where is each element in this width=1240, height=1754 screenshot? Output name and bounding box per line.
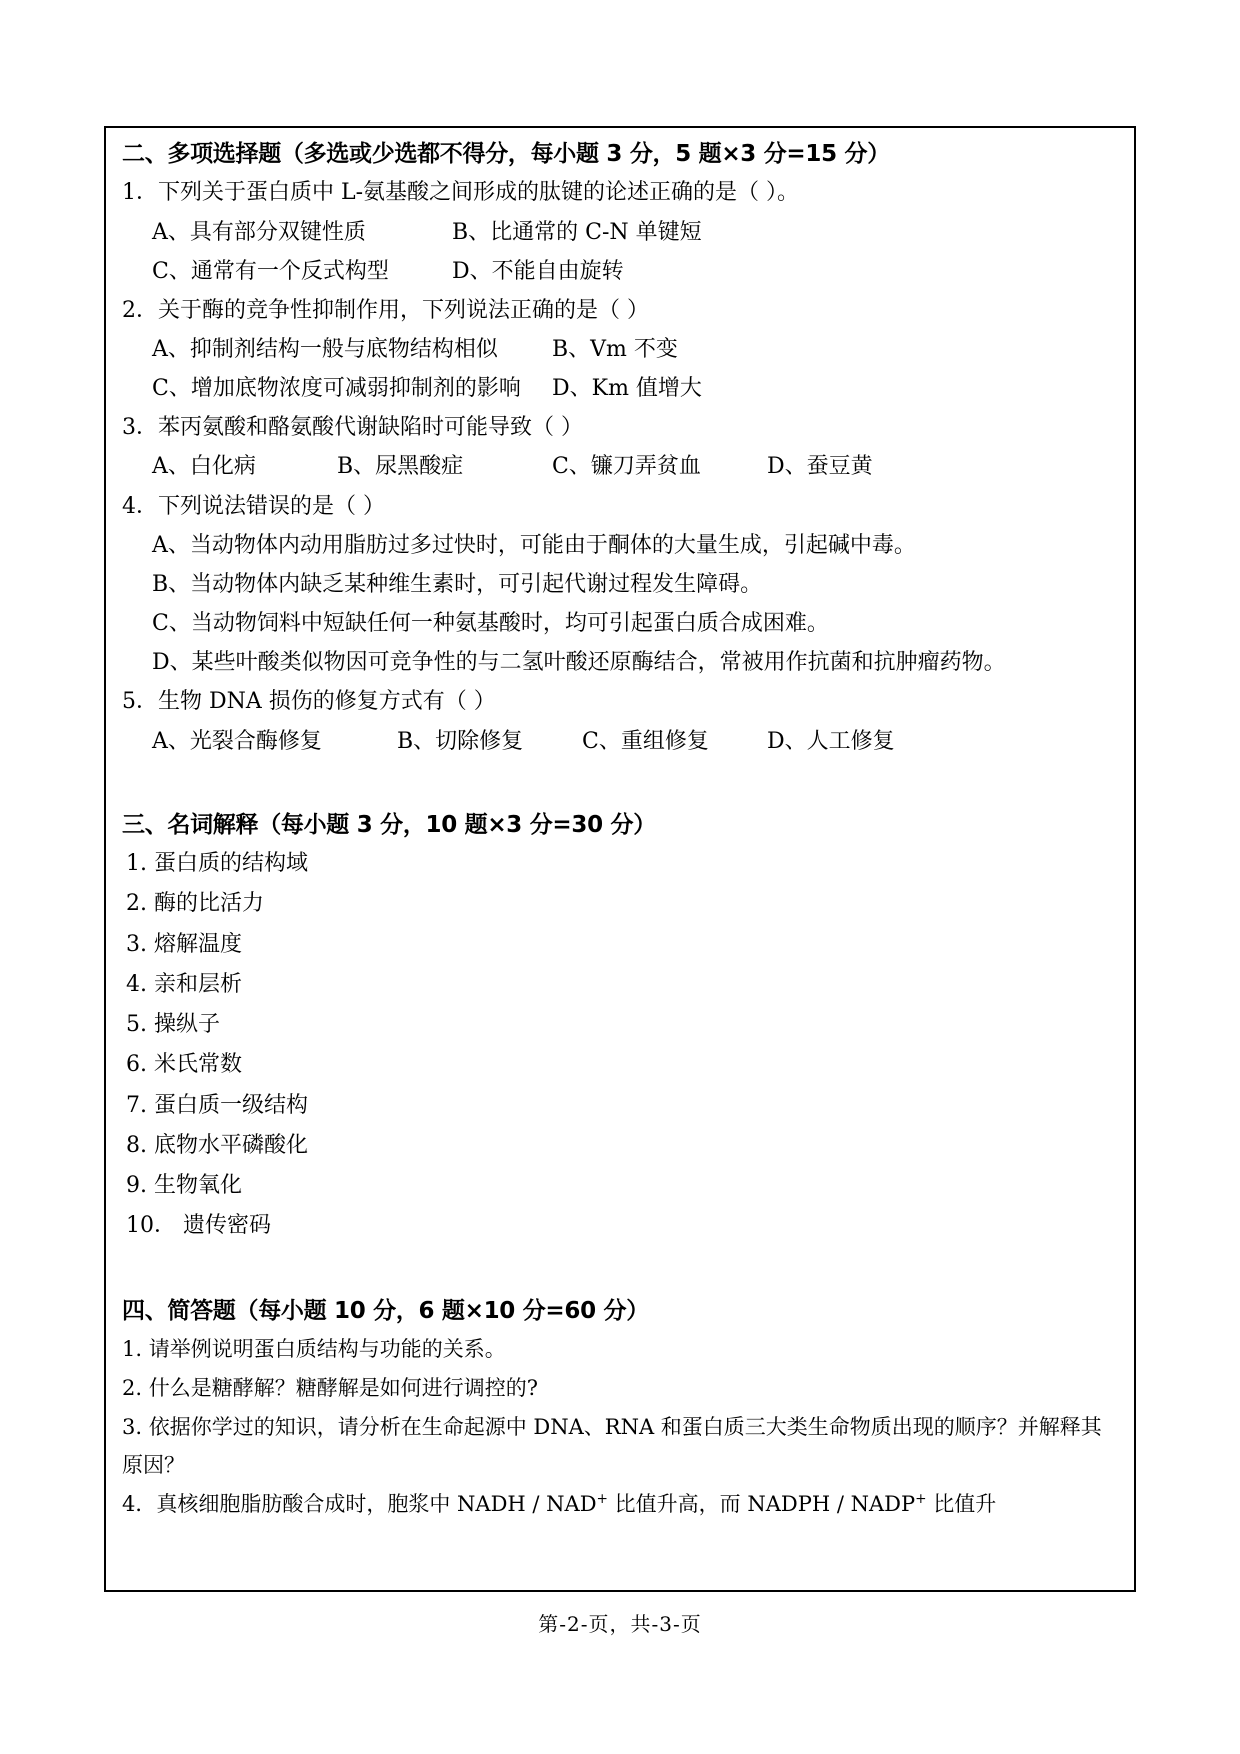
option-c[interactable]: C、镰刀弄贫血 [552,454,701,480]
option-a[interactable]: A、具有部分双键性质 [152,219,366,245]
section-spacer [122,761,1120,809]
short-answer-item: 1. 请举例说明蛋白质结构与功能的关系。 [122,1336,506,1361]
option-c[interactable]: C、通常有一个反式构型 [152,258,389,284]
option-d[interactable]: D、某些叶酸类似物因可竞争性的与二氢叶酸还原酶结合，常被用作抗菌和抗肿瘤药物。 [152,650,1006,676]
option-d[interactable]: D、Km 值增大 [552,376,702,402]
question-stem [122,487,1120,526]
question-number: 3． [122,415,158,441]
option-c[interactable]: C、当动物饲料中短缺任何一种氨基酸时，均可引起蛋白质合成困难。 [152,611,829,637]
option-d[interactable]: D、人工修复 [767,728,895,754]
option-d[interactable]: D、不能自由旋转 [452,258,624,284]
section-spacer [122,1247,1120,1295]
term-item: 4. 亲和层析 [126,971,242,997]
question-stem [122,408,1120,447]
term-item: 3. 熔解温度 [126,931,242,957]
term-item: 6. 米氏常数 [126,1052,242,1078]
short-answer-item: 2. 什么是糖酵解？糖酵解是如何进行调控的? [122,1375,538,1400]
short-answer-text-part3: 比值升 [926,1492,997,1517]
question-number: 1． [122,180,158,206]
short-answer-item-4 [122,1485,1120,1524]
question-number: 5． [122,689,158,715]
option-row [122,369,1120,408]
question-text: 生物 DNA 损伤的修复方式有（ ） [158,689,496,715]
short-answer-text-part2: 比值升高，而 NADPH / NADP [607,1492,916,1517]
term-item: 2. 酶的比活力 [126,891,264,917]
option-a[interactable]: A、抑制剂结构一般与底物结构相似 [152,336,498,362]
term-item: 9. 生物氧化 [126,1173,242,1199]
option-row [122,252,1120,291]
option-a[interactable]: A、光裂合酶修复 [152,728,322,754]
page-footer: 第-2-页，共-3-页 [538,1612,702,1636]
question-stem [122,291,1120,330]
section-two-heading: 二、多项选择题（多选或少选都不得分，每小题 3 分，5 题×3 分=15 分） [122,141,890,167]
question-text: 苯丙氨酸和酪氨酸代谢缺陷时可能导致（ ） [158,415,583,441]
option-b[interactable]: B、比通常的 C-N 单键短 [452,219,702,245]
term-item: 1. 蛋白质的结构域 [126,851,308,877]
option-d[interactable]: D、蚕豆黄 [767,454,873,480]
question-stem [122,173,1120,212]
option-row [122,447,1120,486]
question-text: 下列说法错误的是（ ） [158,493,385,519]
superscript-plus: + [915,1491,927,1508]
question-text: 下列关于蛋白质中 L-氨基酸之间形成的肽键的论述正确的是（ ）。 [158,180,800,206]
option-b[interactable]: B、当动物体内缺乏某种维生素时，可引起代谢过程发生障碍。 [152,571,763,597]
exam-content-frame [104,126,1136,1592]
question-text: 关于酶的竞争性抑制作用，下列说法正确的是（ ） [158,297,649,323]
option-a[interactable]: A、当动物体内动用脂肪过多过快时，可能由于酮体的大量生成，引起碱中毒。 [152,532,916,558]
option-a[interactable]: A、白化病 [152,454,256,480]
option-b[interactable]: B、切除修复 [397,728,524,754]
superscript-plus: + [596,1491,608,1508]
option-row [122,330,1120,369]
term-item: 5. 操纵子 [126,1012,220,1038]
option-row [122,722,1120,761]
question-number: 2． [122,297,158,323]
option-b[interactable]: B、尿黑酸症 [337,454,464,480]
term-item: 8. 底物水平磷酸化 [126,1132,308,1158]
term-item: 10． 遗传密码 [126,1213,271,1239]
question-stem [122,682,1120,721]
option-c[interactable]: C、重组修复 [582,728,709,754]
option-row [122,213,1120,252]
question-number: 4． [122,493,158,519]
option-b[interactable]: B、Vm 不变 [552,336,678,362]
term-item: 7. 蛋白质一级结构 [126,1092,308,1118]
option-c[interactable]: C、增加底物浓度可减弱抑制剂的影响 [152,376,521,402]
short-answer-text-part1: 4．真核细胞脂肪酸合成时，胞浆中 NADH / NAD [122,1492,597,1517]
short-answer-item: 3. 依据你学过的知识，请分析在生命起源中 DNA、RNA 和蛋白质三大类生命物质出现的顺序？并解释其原因？ [122,1414,1102,1478]
section-three-heading: 三、名词解释（每小题 3 分，10 题×3 分=30 分） [122,811,656,838]
section-four-heading: 四、简答题（每小题 10 分，6 题×10 分=60 分） [122,1297,649,1324]
